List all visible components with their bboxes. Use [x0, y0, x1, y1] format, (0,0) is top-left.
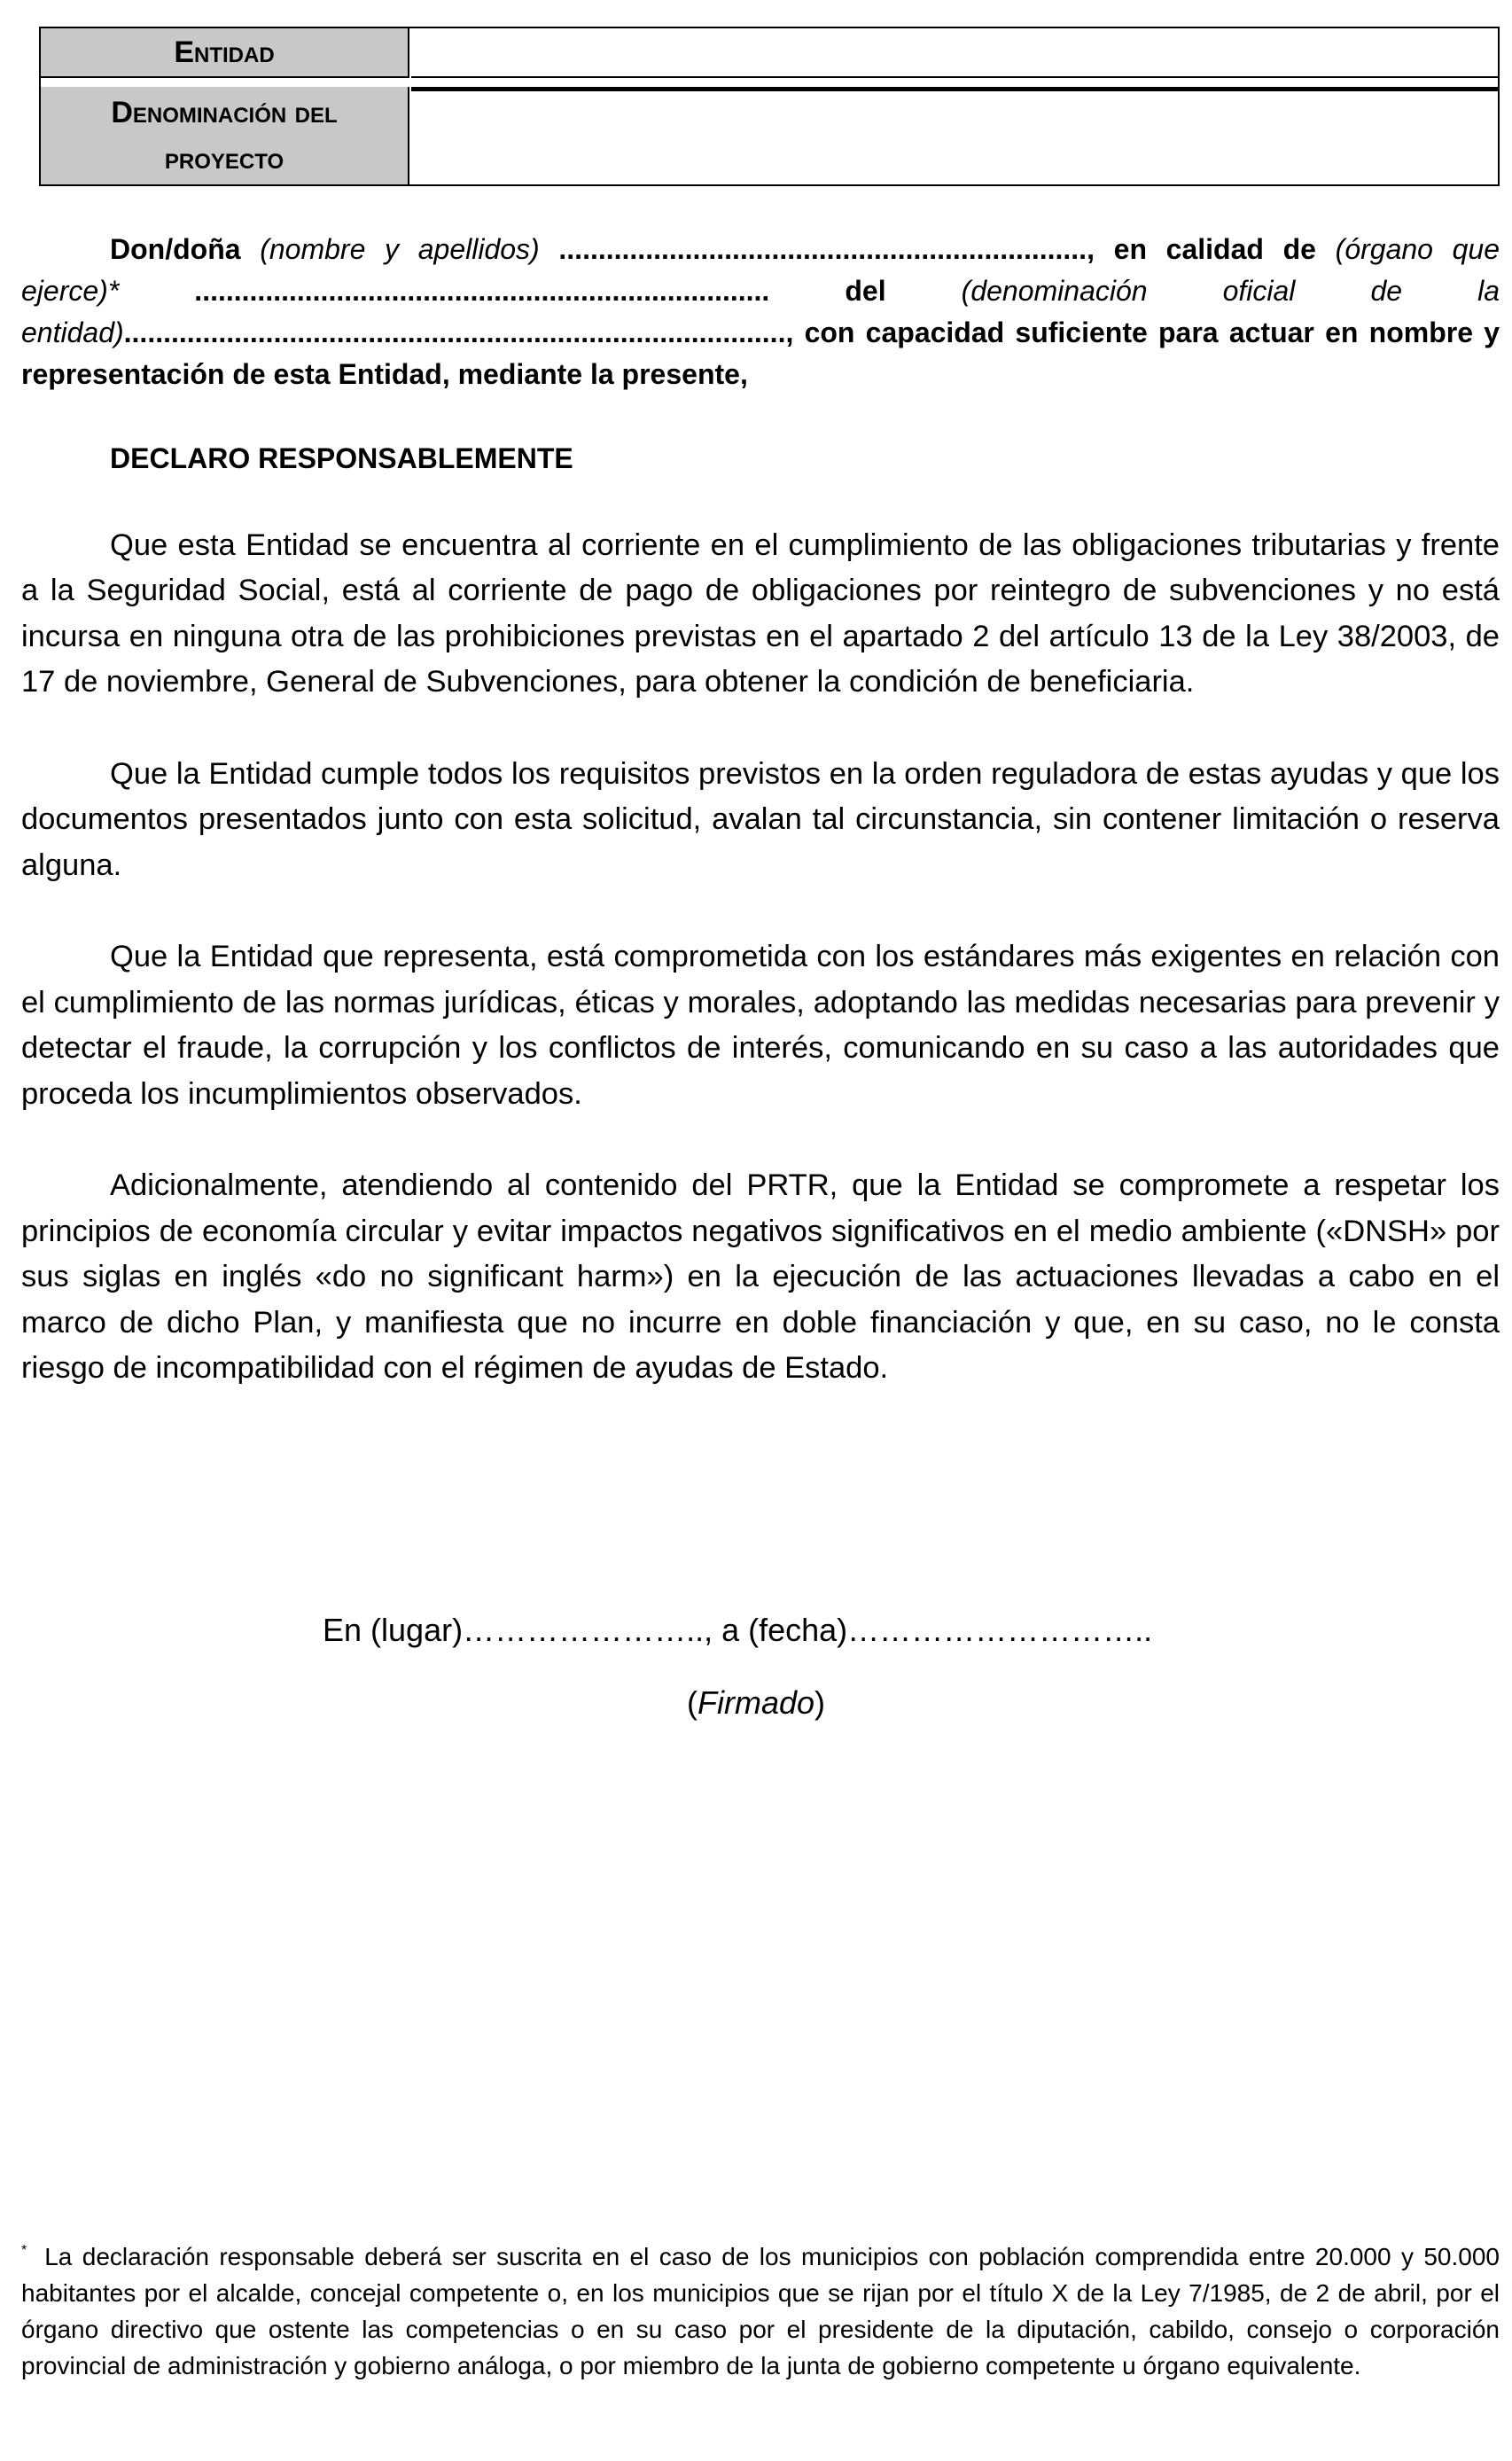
paragraph-requirements: Que la Entidad cumple todos los requisitos previstos en la orden reguladora de estas ayudas y que los documentos presentados junto con esta solicitud, avalan tal circunstancia, sin contener limitación o reserva alguna.: [21, 756, 1500, 882]
place-date-line: En (lugar)………………….., a (fecha)………………………..: [323, 1612, 1153, 1648]
intro-text-2: ..................................................................., en calidad de: [539, 233, 1336, 265]
paragraph-obligations: Que esta Entidad se encuentra al corriente en el cumplimiento de las obligaciones tributarias y frente a la Seguridad Social, está al corriente de pago de obligaciones por reintegro de subvenciones y no está incursa en ninguna otra de las prohibiciones previstas en el apartado 2 del artículo 13 de la Ley 38/2003, de 17 de noviembre, General de Subvenciones, para obtener la condición de beneficiaria.: [21, 527, 1500, 699]
footnote-text: La declaración responsable deberá ser suscrita en el caso de los municipios con población comprendida entre 20.000 y 50.000 habitantes por el alcalde, concejal competente o, en los municipios que se rijan por el título X de la Ley 7/1985, de 2 de abril, por el órgano directivo que ostente las competencias o en su caso por el presidente de la diputación, cabildo, consejo o corporación provincial de administración y gobierno análoga, o por miembro de la junta de gobierno competente u órgano equivalente.: [21, 2243, 1500, 2379]
document-body: [21, 229, 1500, 1392]
intro-text-1: Don/doña: [110, 233, 241, 265]
declaration-heading: DECLARO RESPONSABLEMENTE: [110, 442, 573, 474]
intro-text-3: ......................................................................... del: [119, 275, 962, 307]
denominacion-label: Denominación del proyecto: [41, 87, 409, 184]
intro-entity-hint: (denominación oficial de la entidad): [21, 275, 1500, 348]
intro-name-hint: (nombre y apellidos): [260, 233, 540, 265]
entidad-value-field[interactable]: [411, 28, 1498, 78]
intro-paragraph: [21, 229, 1500, 395]
entidad-label: Entidad: [41, 28, 409, 78]
header-table: [39, 27, 1500, 186]
intro-text-4: ...................................................................................., con capacidad suficiente para actuar en nombre y representación de esta Entidad, mediante la presente,: [21, 316, 1500, 390]
signed-close: ): [814, 1684, 826, 1721]
signed-word: Firmado: [697, 1684, 815, 1721]
denominacion-value-field[interactable]: [411, 91, 1498, 184]
signed-open: (: [686, 1684, 698, 1721]
signed-label: [0, 1684, 1512, 1722]
intro-organ-hint: (órgano que ejerce)*: [21, 233, 1500, 307]
footnote-mark: *: [21, 2243, 27, 2258]
footnote: [21, 2232, 1500, 2384]
paragraph-dnsh: Adicionalmente, atendiendo al contenido del PRTR, que la Entidad se compromete a respetar los principios de economía circular y evitar impactos negativos significativos en el medio ambiente («DNSH» por sus siglas en inglés «do no significant harm») en la ejecución de las actuaciones llevadas a cabo en el marco de dicho Plan, y manifiesta que no incurre en doble financiación y que, en su caso, no le consta riesgo de incompatibilidad con el régimen de ayudas de Estado.: [21, 1168, 1500, 1385]
paragraph-ethics: Que la Entidad que representa, está comprometida con los estándares más exigentes en relación con el cumplimiento de las normas jurídicas, éticas y morales, adoptando las medidas necesarias para prevenir y detectar el fraude, la corrupción y los conflictos de interés, comunicando en su caso a las autoridades que proceda los incumplimientos observados.: [21, 940, 1500, 1111]
